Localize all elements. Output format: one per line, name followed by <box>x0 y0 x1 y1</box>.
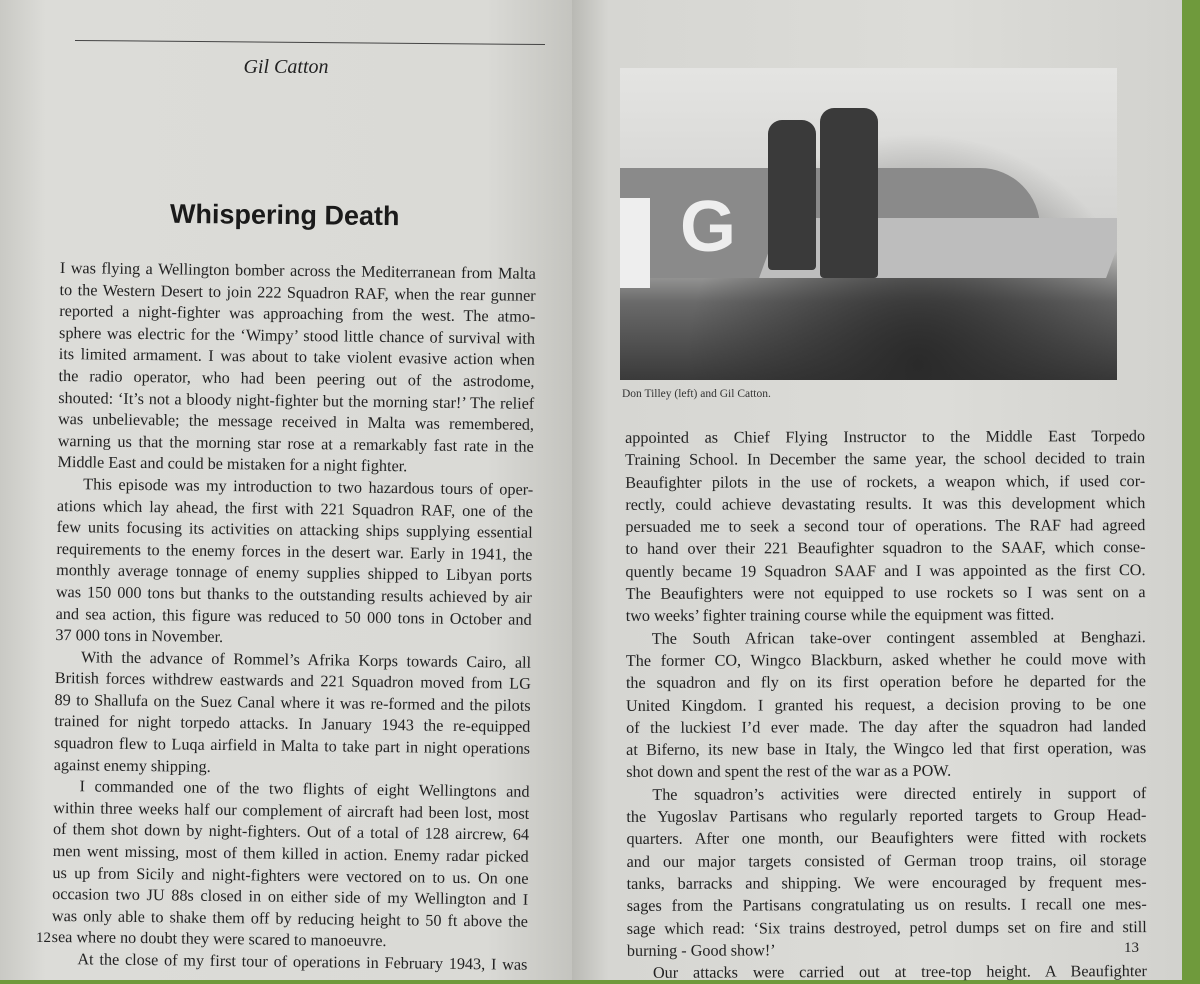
photo-caption: Don Tilley (left) and Gil Catton. <box>622 388 771 400</box>
text-line: reported a night-fighter was approaching from the west. The atmo- <box>59 302 536 326</box>
text-line: At the close of my first tour of operations in February 1943, I was <box>77 950 528 974</box>
text-line: sphere was electric for the ‘Wimpy’ stood little chance of survival with <box>58 323 536 348</box>
text-line: the radio operator, who had been peering out of the astrodome, <box>58 366 535 391</box>
text-line: I was flying a Wellington bomber across the Mediterranean from Malta <box>59 258 536 283</box>
text-line: The Beaufighters were not equipped to use rockets so I was sent on a <box>625 583 1146 603</box>
text-line: I commanded one of the two flights of eight Wellingtons and <box>79 777 530 802</box>
text-line: rectly, could achieve devastating results. It was this development which <box>625 493 1146 514</box>
text-line: monthly average tonnage of enemy supplies shipped to Libyan ports <box>56 561 533 586</box>
text-line: United Kingdom. I granted his request, a decision proving to be one <box>625 694 1147 715</box>
chapter-title: Whispering Death <box>169 198 400 232</box>
page-number-left: 12 <box>36 930 51 946</box>
text-line: burning - Good show!’ <box>626 941 776 960</box>
text-line: to the Western Desert to join 222 Squadron RAF, when the rear gunner <box>59 280 536 305</box>
text-line: This episode was my introduction to two hazardous tours of oper- <box>83 475 534 499</box>
text-line: trained for night torpedo attacks. In January 1943 the re-equipped <box>54 712 531 737</box>
header-rule <box>75 40 545 45</box>
text-line: The former CO, Wingco Blackburn, asked whether he could move with <box>625 650 1146 670</box>
right-page <box>572 0 1182 980</box>
text-line: was 150 000 tons but thanks to the outstanding results achieved by air <box>55 582 532 607</box>
text-line: and sea action, this figure was reduced to 50 000 tons in October and <box>55 604 532 629</box>
text-line: at Biferno, its new base in Italy, the Wingco led that first operation, was <box>626 739 1147 760</box>
text-line: Our attacks were carried out at tree-top height. A Beaufighter <box>652 962 1147 982</box>
text-line: occasion two JU 88s closed in on either side of my Wellington and I <box>52 885 529 909</box>
text-line: of the luckiest I’d ever made. The day after the squadron had landed <box>626 716 1147 737</box>
text-line: squadron flew to Luqa airfield in Malta to take part in night operations <box>53 734 531 758</box>
text-line: the squadron and fly on its first operation before he departed for the <box>625 672 1146 693</box>
text-line: sages from the Partisans congratulating us on results. I recall one mes- <box>626 895 1147 916</box>
text-line: men went missing, most of them killed in action. Enemy radar picked <box>52 841 529 866</box>
text-line: few units focusing its activities on attacking ships supplying essential <box>56 518 533 542</box>
text-line: 89 to Shallufa on the Suez Canal where it was re-formed and the pilots <box>54 690 531 715</box>
text-line: was only able to shake them off by reducing height to 50 ft above the <box>51 906 529 931</box>
text-line: two weeks’ fighter training course while the equipment was fitted. <box>625 605 1055 626</box>
text-line: persuaded me to seek a second tour of operations. The RAF had agreed <box>625 516 1146 537</box>
person-left <box>768 120 816 270</box>
text-line: of them shot down by night-fighters. Out of a total of 128 aircrew, 64 <box>52 820 530 845</box>
text-line: warning us that the morning star rose at a remarkably fast rate in the <box>57 431 534 456</box>
text-line: sage which read: ‘Six trains destroyed, petrol dumps set on fire and still <box>626 917 1147 938</box>
text-line: British forces withdrew eastwards and 221 Squadron moved from LG <box>54 669 531 694</box>
text-line: With the advance of Rommel’s Afrika Korps towards Cairo, all <box>81 647 532 672</box>
text-line: Middle East and could be mistaken for a night fighter. <box>57 453 408 476</box>
text-line: to hand over their 221 Beaufighter squadron to the SAAF, which conse- <box>625 538 1146 559</box>
left-body-text <box>51 258 536 976</box>
person-right <box>820 108 878 278</box>
text-line: 37 000 tons in November. <box>55 626 224 647</box>
aircraft-photo <box>620 68 1117 380</box>
text-line: requirements to the enemy forces in the desert war. Early in 1941, the <box>56 539 533 564</box>
page-number-right: 13 <box>1124 940 1139 956</box>
text-line: its limited armament. I was about to take violent evasive action when <box>58 345 535 370</box>
running-head: Gil Catton <box>243 56 329 78</box>
text-line: Training School. In December the same year, the school decided to train <box>625 449 1146 470</box>
text-line: us up from Sicily and night-fighters were vectored on to us. On one <box>52 863 529 888</box>
text-line: shot down and spent the rest of the war as a POW. <box>626 762 952 782</box>
text-line: quently became 19 Squadron SAAF and I was appointed as the first CO. <box>625 560 1146 581</box>
left-page <box>0 0 572 980</box>
text-line: tanks, barracks and shipping. We were encouraged by frequent mes- <box>626 873 1147 893</box>
text-line: shouted: ‘It’s not a bloody night-fighter but the morning star!’ The relief <box>58 388 535 413</box>
text-line: sea where no doubt they were scared to manoeuvre. <box>51 928 387 951</box>
text-line: The squadron’s activities were directed entirely in support of <box>652 783 1147 804</box>
text-line: was unbelievable; the message received in Malta was remembered, <box>57 410 535 434</box>
right-body-text <box>625 425 1147 984</box>
text-line: and our major targets consisted of German troop trains, oil storage <box>626 850 1147 871</box>
fuselage-letter: G <box>680 187 737 267</box>
balkenkreuz-marking <box>620 198 650 288</box>
text-line: within three weeks half our complement of aircraft had been lost, most <box>53 798 530 823</box>
text-line: quarters. After one month, our Beaufighters were fitted with rockets <box>626 828 1147 849</box>
text-line: against enemy shipping. <box>53 755 211 776</box>
text-line: the Yugoslav Partisans who regularly reported targets to Group Head- <box>626 806 1147 826</box>
text-line: The South African take-over contingent assembled at Benghazi. <box>651 627 1146 648</box>
text-line: appointed as Chief Flying Instructor to the Middle East Torpedo <box>625 427 1146 447</box>
text-line: ations which lay ahead, the first with 221 Squadron RAF, one of the <box>56 496 534 521</box>
text-line: Beaufighter pilots in the use of rockets, a weapon which, if used cor- <box>625 471 1146 492</box>
